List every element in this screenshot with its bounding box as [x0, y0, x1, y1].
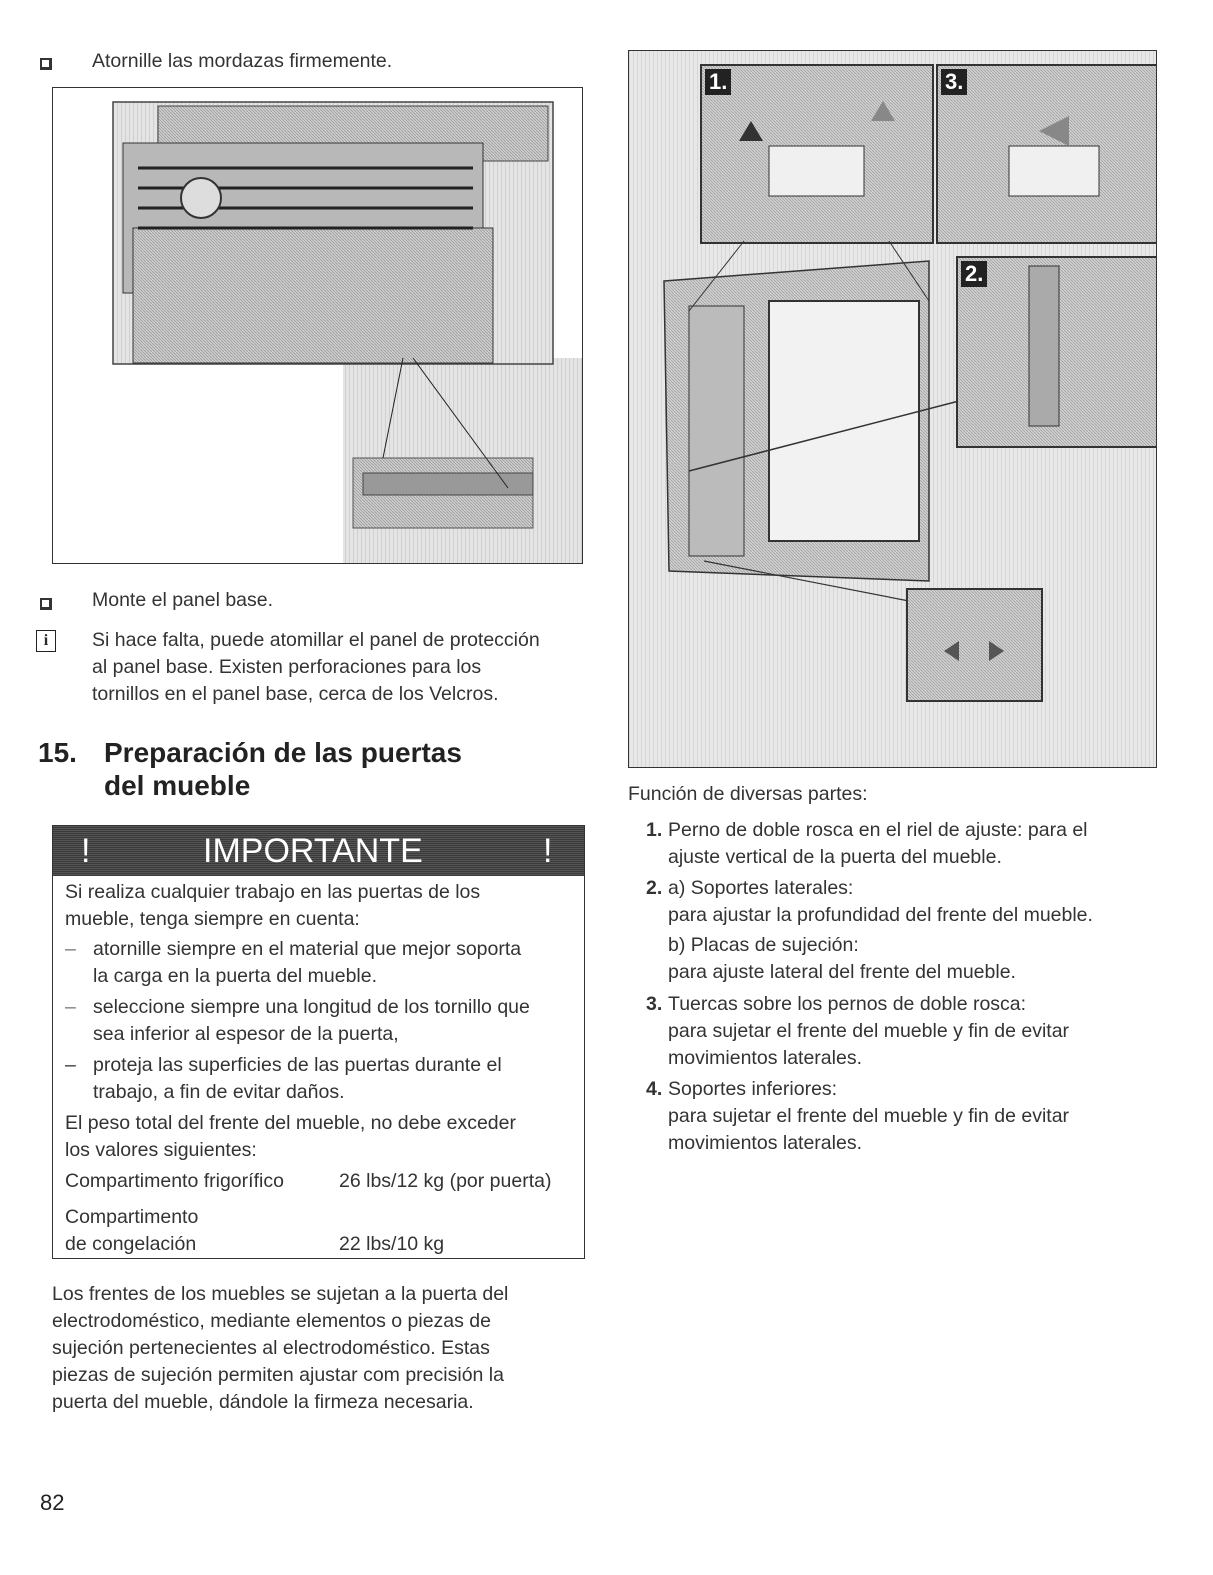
- item-line: a) Soportes laterales:: [668, 877, 854, 899]
- weight-row-value: 26 lbs/12 kg (por puerta): [339, 1170, 552, 1192]
- item-line: Soportes inferiores:: [668, 1078, 838, 1100]
- section-title-line2: del mueble: [104, 770, 251, 801]
- bullet-line: la carga en la puerta del mueble.: [93, 965, 378, 987]
- item-line: ajuste vertical de la puerta del mueble.: [668, 846, 1002, 868]
- important-title: IMPORTANTE: [203, 832, 423, 870]
- weight-row-label: de congelación: [65, 1233, 197, 1255]
- item-number: 2.: [646, 877, 663, 899]
- item-line: Tuercas sobre los pernos de doble rosca:: [668, 993, 1027, 1015]
- closing-line: piezas de sujeción permiten ajustar com precisión la: [52, 1364, 504, 1386]
- step-screw-jaws: Atornille las mordazas firmemente.: [92, 50, 393, 72]
- exclamation-icon: !: [81, 832, 91, 870]
- closing-line: Los frentes de los muebles se sujetan a la puerta del: [52, 1283, 509, 1305]
- closing-line: electrodoméstico, mediante elementos o piezas de: [52, 1310, 491, 1332]
- figure-label-2: 2.: [961, 261, 987, 287]
- functions-title: Función de diversas partes:: [628, 783, 868, 805]
- item-line: para sujetar el frente del mueble y fin de evitar: [668, 1105, 1070, 1127]
- checkbox-icon: [40, 598, 52, 610]
- item-line: para sujetar el frente del mueble y fin de evitar: [668, 1020, 1070, 1042]
- bullet-line: sea inferior al espesor de la puerta,: [93, 1023, 399, 1045]
- base-panel-figure: [52, 87, 583, 564]
- important-banner: [53, 826, 584, 876]
- item-line: b) Placas de sujeción:: [668, 934, 859, 956]
- important-intro: mueble, tenga siempre en cuenta:: [65, 908, 360, 930]
- weight-row-value: 22 lbs/10 kg: [339, 1233, 445, 1255]
- info-icon: i: [36, 630, 56, 652]
- exclamation-icon: !: [543, 832, 553, 870]
- item-number: 3.: [646, 993, 663, 1015]
- bullet-dash: –: [65, 996, 76, 1018]
- weight-intro: El peso total del frente del mueble, no debe exceder: [65, 1112, 516, 1134]
- closing-line: sujeción pertenecientes al electrodoméstico. Estas: [52, 1337, 490, 1359]
- page-number: 82: [40, 1490, 65, 1515]
- door-adjustment-figure: [628, 50, 1157, 768]
- checkbox-icon: [40, 58, 52, 70]
- item-number: 4.: [646, 1078, 663, 1100]
- closing-line: puerta del mueble, dándole la firmeza necesaria.: [52, 1391, 474, 1413]
- figure-label-3: 3.: [941, 69, 967, 95]
- item-line: para ajustar la profundidad del frente del mueble.: [668, 904, 1093, 926]
- section-title-line1: Preparación de las puertas: [104, 737, 462, 768]
- bullet-line: atornille siempre en el material que mejor soporta: [93, 938, 522, 960]
- item-line: movimientos laterales.: [668, 1132, 862, 1154]
- item-number: 1.: [646, 819, 663, 841]
- item-line: para ajuste lateral del frente del mueble.: [668, 961, 1016, 983]
- note-line: Si hace falta, puede atomillar el panel de protección: [92, 629, 540, 651]
- important-box: [52, 825, 585, 1259]
- step-mount-base-panel: Monte el panel base.: [92, 589, 274, 611]
- item-line: Perno de doble rosca en el riel de ajuste: para el: [668, 819, 1088, 841]
- base-panel-illustration: [53, 88, 583, 564]
- weight-intro: los valores siguientes:: [65, 1139, 257, 1161]
- important-intro: Si realiza cualquier trabajo en las puertas de los: [65, 881, 481, 903]
- weight-row-label: Compartimento frigorífico: [65, 1170, 284, 1192]
- note-line: tornillos en el panel base, cerca de los Velcros.: [92, 683, 499, 705]
- item-line: movimientos laterales.: [668, 1047, 862, 1069]
- section-number: 15.: [38, 737, 77, 768]
- figure-label-1: 1.: [705, 69, 731, 95]
- bullet-dash: –: [65, 1054, 76, 1076]
- bullet-line: seleccione siempre una longitud de los tornillo que: [93, 996, 530, 1018]
- bullet-dash: –: [65, 938, 76, 960]
- door-adjustment-illustration: [629, 51, 1157, 768]
- weight-row-label: Compartimento: [65, 1206, 199, 1228]
- note-line: al panel base. Existen perforaciones para los: [92, 656, 482, 678]
- bullet-line: trabajo, a fin de evitar daños.: [93, 1081, 345, 1103]
- bullet-line: proteja las superficies de las puertas durante el: [93, 1054, 502, 1076]
